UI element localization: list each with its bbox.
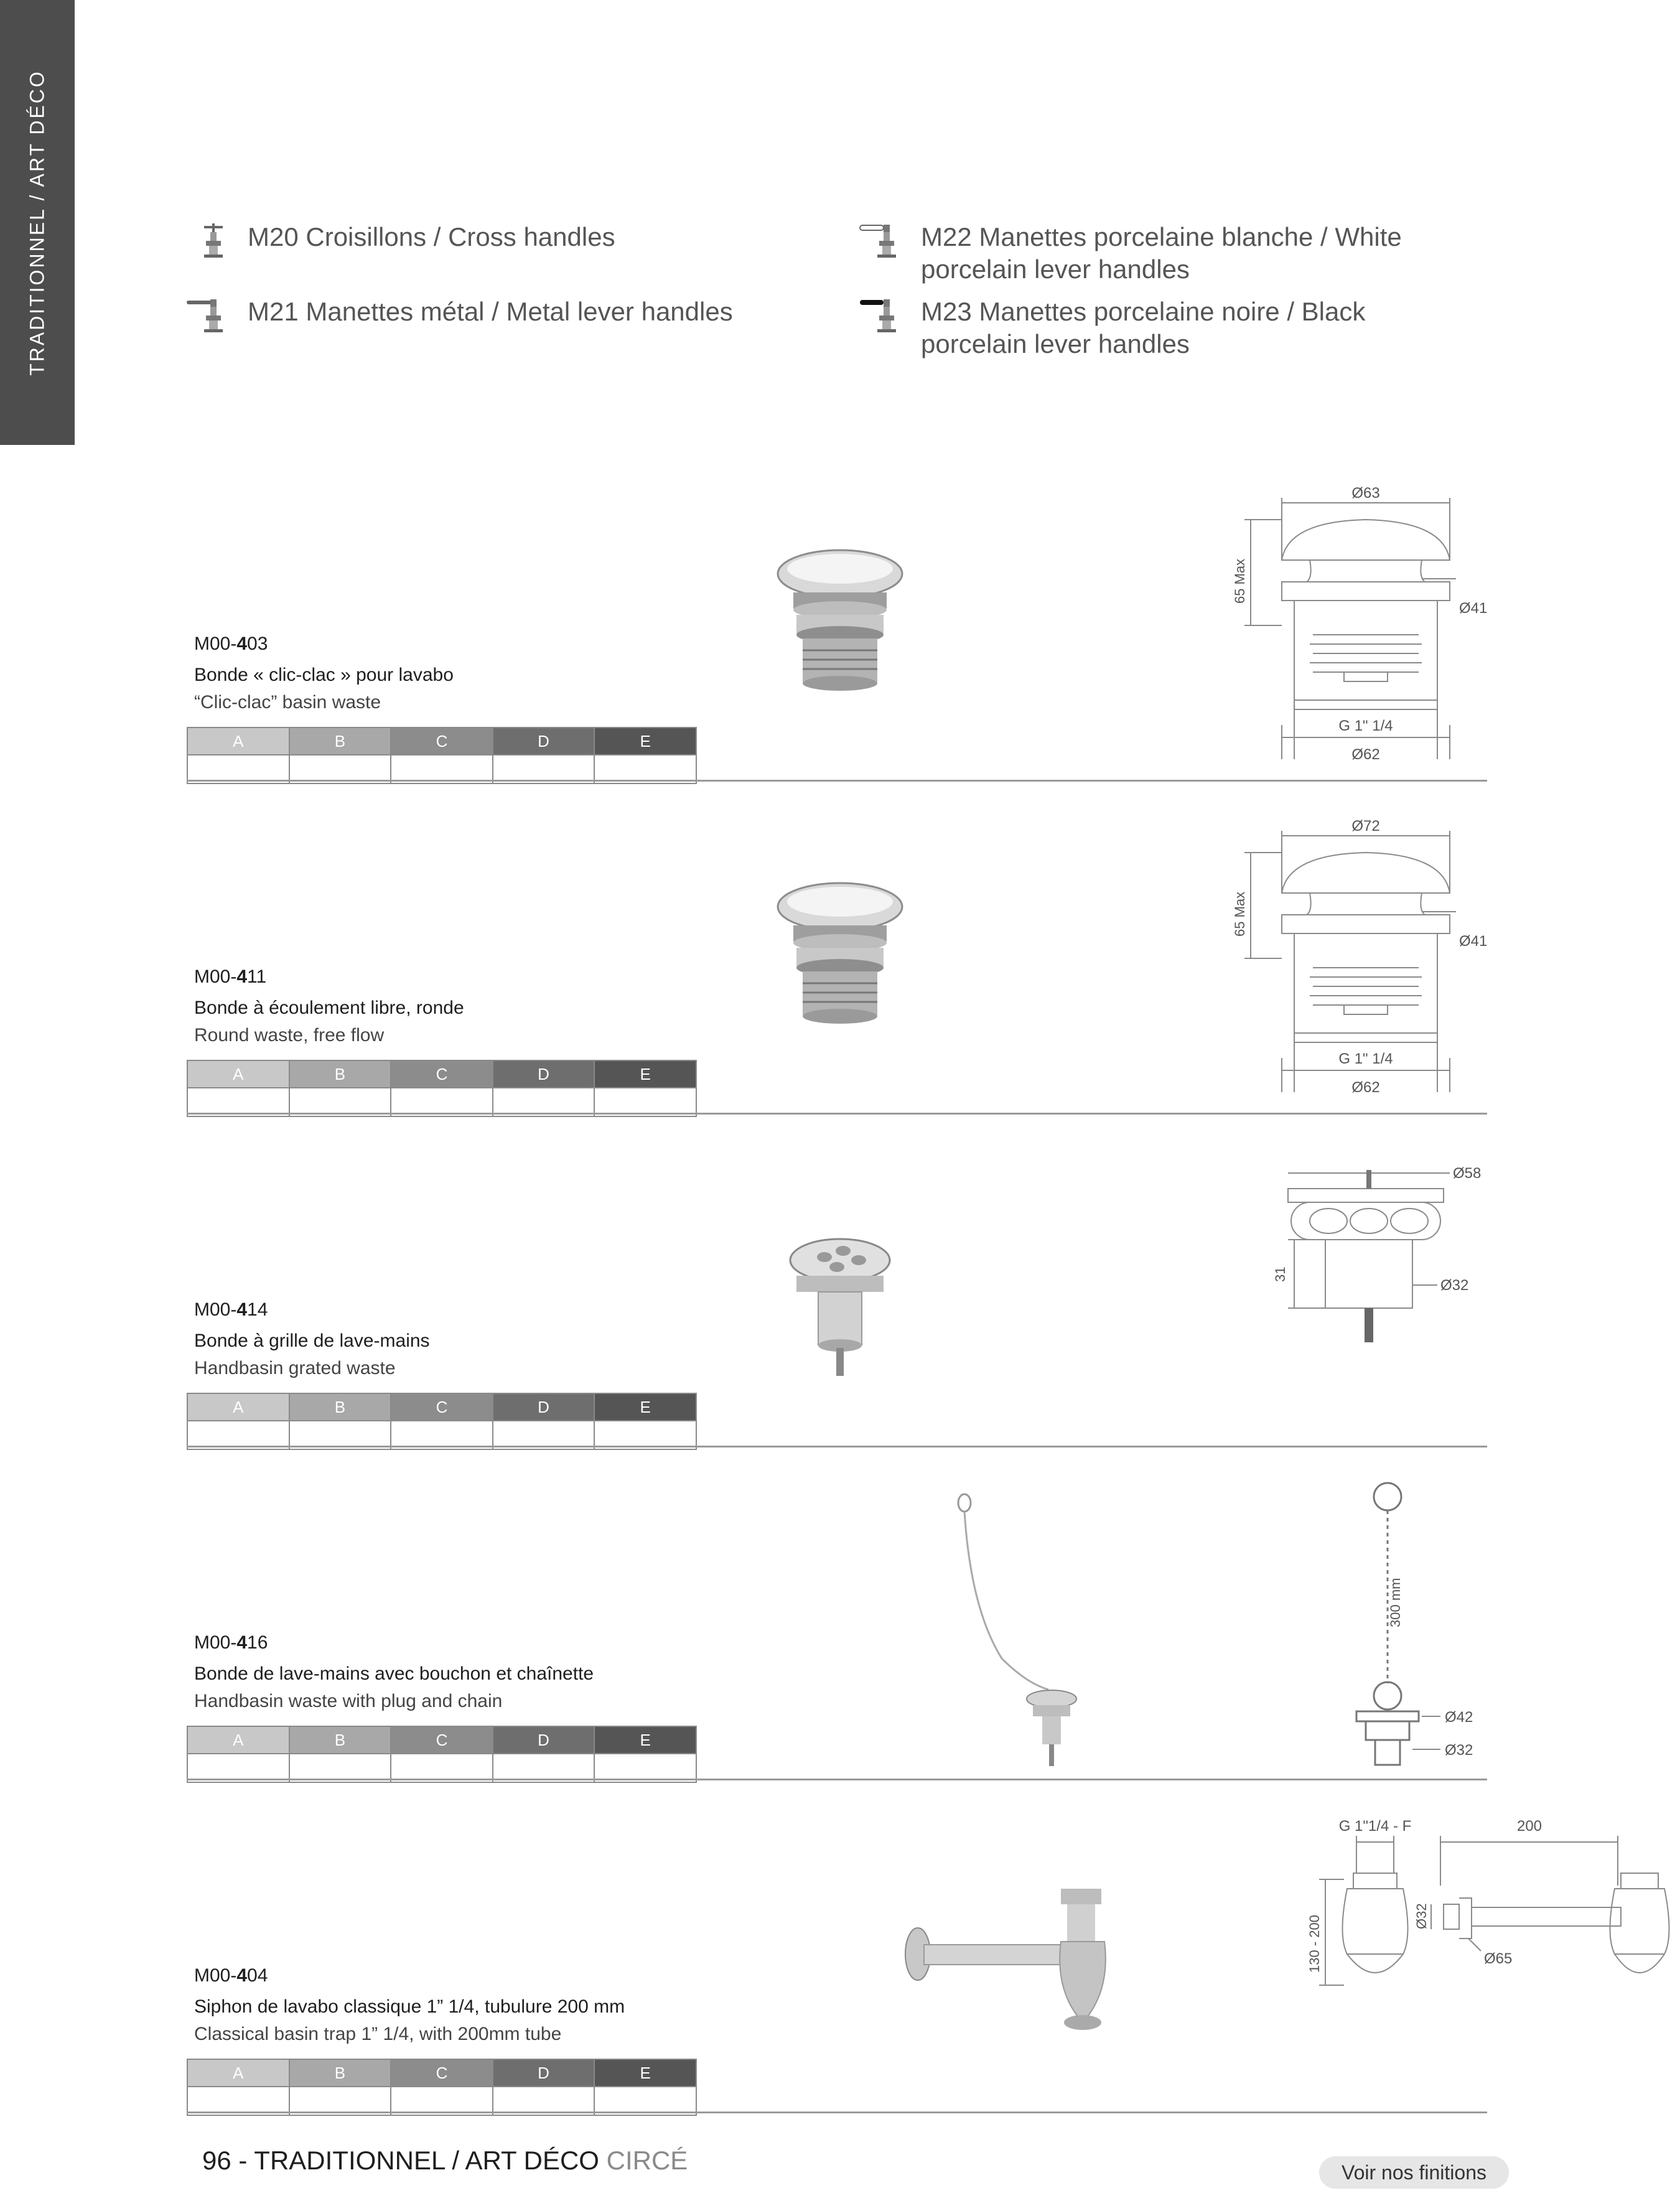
see-finishes-button[interactable]: Voir nos finitions [1319, 2156, 1509, 2189]
finish-header-row [187, 1060, 696, 1088]
section-side-tab [0, 0, 75, 445]
dim-side: Ø41 [1459, 600, 1488, 617]
dim-side: Ø41 [1459, 933, 1488, 950]
product-title-en: “Clic-clac” basin waste [194, 692, 381, 713]
finish-a: A [187, 727, 289, 755]
dim-thread: G 1" 1/4 [1338, 718, 1393, 734]
dim-tube-diameter: Ø32 [1414, 1903, 1429, 1929]
finish-a: A [187, 1393, 289, 1421]
finish-b: B [289, 727, 391, 755]
dim-height: 65 Max [1232, 891, 1248, 937]
product-m00-404 [187, 1805, 1542, 2116]
finish-d: D [493, 2059, 595, 2087]
legend-text-m21: M21 Manettes métal / Metal lever handles [248, 297, 733, 326]
dim-body: Ø32 [1445, 1742, 1473, 1759]
finish-table [187, 1393, 697, 1450]
finish-e: E [594, 1060, 696, 1088]
product-m00-414 [187, 1139, 1487, 1450]
legend-item-m21 [248, 296, 870, 328]
footer-section: TRADITIONNEL / ART DÉCO [254, 2146, 599, 2175]
page-footer [202, 2146, 688, 2176]
technical-drawing-403 [1220, 485, 1488, 784]
product-title-fr: Bonde à grille de lave-mains [194, 1330, 430, 1351]
product-title-en: Handbasin grated waste [194, 1358, 396, 1378]
finish-table [187, 2059, 697, 2116]
product-code: M00-403 [194, 634, 268, 654]
product-m00-411 [187, 806, 1487, 1117]
dim-base: Ø62 [1351, 1079, 1380, 1096]
finish-d: D [493, 727, 595, 755]
footer-dash: - [231, 2146, 254, 2175]
finish-e: E [594, 1393, 696, 1421]
dim-height: 31 [1272, 1266, 1288, 1282]
dim-thread: G 1" 1/4 [1338, 1050, 1393, 1067]
product-title-fr: Bonde de lave-mains avec bouchon et chaînette [194, 1663, 594, 1684]
finish-e: E [594, 727, 696, 755]
finish-e: E [594, 2059, 696, 2087]
legend-text-m22-line1: M22 Manettes porcelaine blanche / White [921, 222, 1402, 251]
dim-top: Ø58 [1453, 1165, 1482, 1182]
legend-item-m22 [921, 221, 1543, 286]
dim-height: 130 - 200 [1307, 1915, 1322, 1973]
page-number: 96 [202, 2146, 231, 2175]
finish-b: B [289, 1393, 391, 1421]
product-photo-grated-waste [784, 1232, 896, 1382]
product-photo-plug-chain-waste [933, 1484, 1108, 1770]
section-side-tab-label: TRADITIONNEL / ART DÉCO [26, 70, 49, 376]
product-code: M00-404 [194, 1965, 268, 1986]
finish-header-row [187, 1393, 696, 1421]
technical-drawing-414 [1244, 1157, 1481, 1438]
finish-a: A [187, 1726, 289, 1754]
metal-lever-icon [185, 297, 241, 334]
dim-top: Ø72 [1351, 818, 1380, 835]
finish-b: B [289, 1726, 391, 1754]
legend-item-m20 [248, 221, 870, 253]
product-m00-416 [187, 1472, 1487, 1783]
legend-text-m23-line1: M23 Manettes porcelaine noire / Black [921, 297, 1366, 326]
finish-c: C [391, 1060, 493, 1088]
product-title-en: Round waste, free flow [194, 1025, 385, 1045]
technical-drawing-404 [1294, 1805, 1680, 2054]
finish-d: D [493, 1726, 595, 1754]
technical-drawing-411 [1220, 818, 1488, 1117]
finish-header-row [187, 727, 696, 755]
finish-a: A [187, 2059, 289, 2087]
legend-text-m22-line2: porcelain lever handles [921, 255, 1190, 284]
black-porcelain-lever-icon [859, 297, 915, 334]
finish-e: E [594, 1726, 696, 1754]
cross-handle-icon [185, 222, 241, 260]
dim-height: 65 Max [1232, 558, 1248, 604]
dim-tube-length: 200 [1516, 1818, 1542, 1835]
finish-b: B [289, 1060, 391, 1088]
product-code: M00-414 [194, 1299, 268, 1320]
product-title-en: Classical basin trap 1” 1/4, with 200mm tube [194, 2024, 562, 2044]
finish-header-row [187, 2059, 696, 2087]
dim-plug: Ø42 [1445, 1709, 1473, 1726]
finish-a: A [187, 1060, 289, 1088]
footer-brand: CIRCÉ [599, 2146, 688, 2175]
product-photo-clic-clac-waste [765, 541, 915, 703]
product-m00-403 [187, 473, 1487, 784]
dim-flange: Ø65 [1484, 1950, 1513, 1967]
finish-c: C [391, 2059, 493, 2087]
product-title-fr: Siphon de lavabo classique 1” 1/4, tubulure 200 mm [194, 1996, 625, 2017]
finish-d: D [493, 1393, 595, 1421]
finish-table [187, 1726, 697, 1783]
legend-item-m23 [921, 296, 1543, 360]
finish-c: C [391, 1393, 493, 1421]
dim-chain: 300 mm [1388, 1578, 1403, 1627]
legend-text-m20: M20 Croisillons / Cross handles [248, 222, 615, 251]
product-separator [187, 1446, 1487, 1447]
dim-top: Ø63 [1351, 485, 1380, 502]
white-porcelain-lever-icon [859, 222, 915, 260]
product-separator [187, 1779, 1487, 1780]
dim-base: Ø62 [1351, 746, 1380, 763]
product-photo-basin-trap [896, 1879, 1132, 2041]
product-separator [187, 2111, 1487, 2113]
technical-drawing-416 [1307, 1472, 1493, 1770]
product-title-en: Handbasin waste with plug and chain [194, 1691, 503, 1711]
finish-c: C [391, 1726, 493, 1754]
finish-header-row [187, 1726, 696, 1754]
dim-side: Ø32 [1440, 1277, 1469, 1294]
finish-d: D [493, 1060, 595, 1088]
finish-table [187, 1060, 697, 1117]
product-title-fr: Bonde « clic-clac » pour lavabo [194, 665, 454, 685]
finish-b: B [289, 2059, 391, 2087]
finish-table [187, 727, 697, 784]
product-title-fr: Bonde à écoulement libre, ronde [194, 998, 464, 1018]
product-code: M00-416 [194, 1632, 268, 1653]
legend-text-m23-line2: porcelain lever handles [921, 329, 1190, 358]
product-photo-round-waste [765, 874, 915, 1036]
finish-c: C [391, 727, 493, 755]
product-code: M00-411 [194, 966, 267, 987]
dim-thread: G 1"1/4 - F [1338, 1818, 1412, 1835]
